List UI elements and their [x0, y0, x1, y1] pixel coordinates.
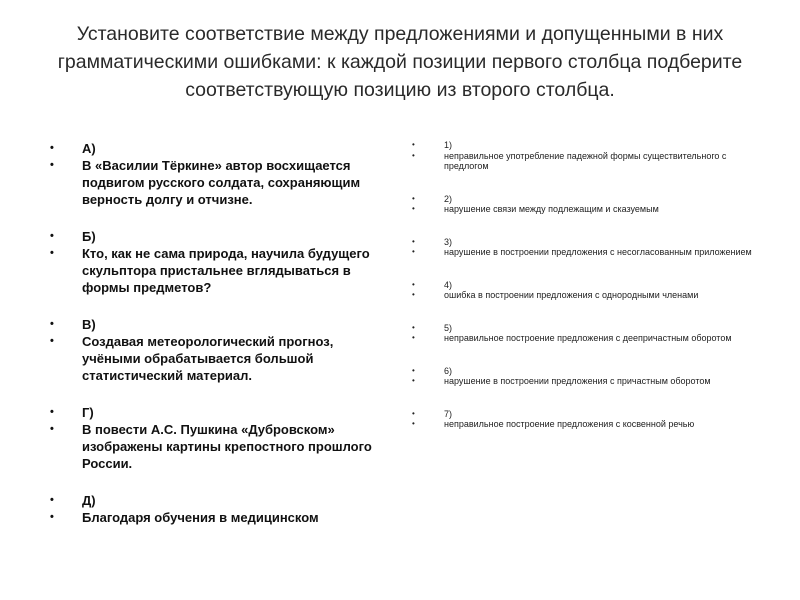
list-item [412, 333, 762, 344]
list-item [412, 290, 762, 301]
bullet-icon: • [412, 419, 415, 428]
bullet-icon: • [50, 230, 54, 242]
slide-title: Установите соответствие между предложениями и допущенными в них грамматическими ошибками: к каждой позиции первого столбца подберите соответствующую позицию из второго столбца. [57, 23, 743, 101]
list-item [412, 366, 762, 377]
list-item [412, 409, 762, 420]
list-item [412, 419, 762, 430]
bullet-icon: • [412, 247, 415, 256]
bullet-icon: • [50, 423, 54, 435]
error-number: 2) [444, 193, 453, 204]
sentence-letter: В) [82, 317, 96, 332]
bullet-icon: • [412, 193, 415, 203]
bullet-icon: • [50, 494, 54, 506]
list-item [50, 316, 390, 333]
list-item [50, 404, 390, 421]
list-item [50, 509, 390, 526]
list-item [50, 333, 390, 384]
error-text: неправильное построение предложения с косвенной речью [444, 419, 695, 429]
list-item [412, 247, 762, 258]
sentence-letter: Г) [82, 405, 94, 420]
bullet-icon: • [412, 150, 415, 160]
sentence-text: Создавая метеорологический прогноз, учёными обрабатывается большой статистический материал. [82, 334, 334, 383]
sentences-column [50, 140, 390, 526]
error-number: 3) [444, 236, 453, 247]
list-item [412, 323, 762, 334]
error-number: 1) [444, 140, 453, 150]
bullet-icon: • [412, 279, 415, 289]
sentence-text: В «Василии Тёркине» автор восхищается подвигом русского солдата, сохраняющим верность долгу и отчизне. [82, 158, 361, 207]
bullet-icon: • [412, 333, 415, 342]
list-item [50, 245, 390, 296]
bullet-icon: • [50, 335, 54, 347]
bullet-icon: • [412, 140, 415, 149]
error-text: нарушение в построении предложения с несогласованным приложением [444, 247, 752, 257]
bullet-icon: • [412, 376, 415, 385]
list-item [50, 421, 390, 472]
list-item [50, 492, 390, 509]
list-item [412, 140, 762, 151]
bullet-icon: • [412, 290, 415, 299]
error-number: 5) [444, 322, 453, 333]
bullet-icon: • [412, 408, 415, 418]
bullet-icon: • [50, 318, 54, 330]
sentence-text: Благодаря обучения в медицинском [82, 510, 319, 525]
error-text: неправильное употребление падежной формы существительного с предлогом [444, 150, 727, 171]
bullet-icon: • [412, 322, 415, 332]
bullet-icon: • [50, 511, 54, 523]
error-number: 6) [444, 365, 453, 376]
bullet-icon: • [50, 142, 54, 154]
bullet-icon: • [412, 204, 415, 213]
error-number: 7) [444, 408, 453, 419]
list-item [412, 151, 762, 172]
list-item [412, 194, 762, 205]
list-item [50, 140, 390, 157]
list-item [412, 237, 762, 248]
error-text: неправильное построение предложения с деепричастным оборотом [444, 333, 732, 343]
error-text: нарушение связи между подлежащим и сказуемым [444, 204, 659, 214]
bullet-icon: • [412, 236, 415, 246]
error-text: нарушение в построении предложения с причастным оборотом [444, 376, 711, 386]
sentence-text: Кто, как не сама природа, научила будущего скульптора пристальнее вглядываться в формы предметов? [82, 246, 370, 295]
bullet-icon: • [50, 159, 54, 171]
bullet-icon: • [50, 247, 54, 259]
bullet-icon: • [50, 406, 54, 418]
sentence-letter: Д) [82, 493, 96, 508]
error-number: 4) [444, 279, 453, 290]
error-text: ошибка в построении предложения с однородными членами [444, 290, 699, 300]
sentence-letter: А) [82, 141, 96, 156]
list-item [412, 280, 762, 291]
sentence-letter: Б) [82, 229, 96, 244]
list-item [50, 228, 390, 245]
list-item [412, 376, 762, 387]
sentence-text: В повести А.С. Пушкина «Дубровском» изображены картины крепостного прошлого России. [82, 422, 372, 471]
list-item [412, 204, 762, 215]
errors-column [412, 140, 762, 452]
list-item [50, 157, 390, 208]
bullet-icon: • [412, 365, 415, 375]
